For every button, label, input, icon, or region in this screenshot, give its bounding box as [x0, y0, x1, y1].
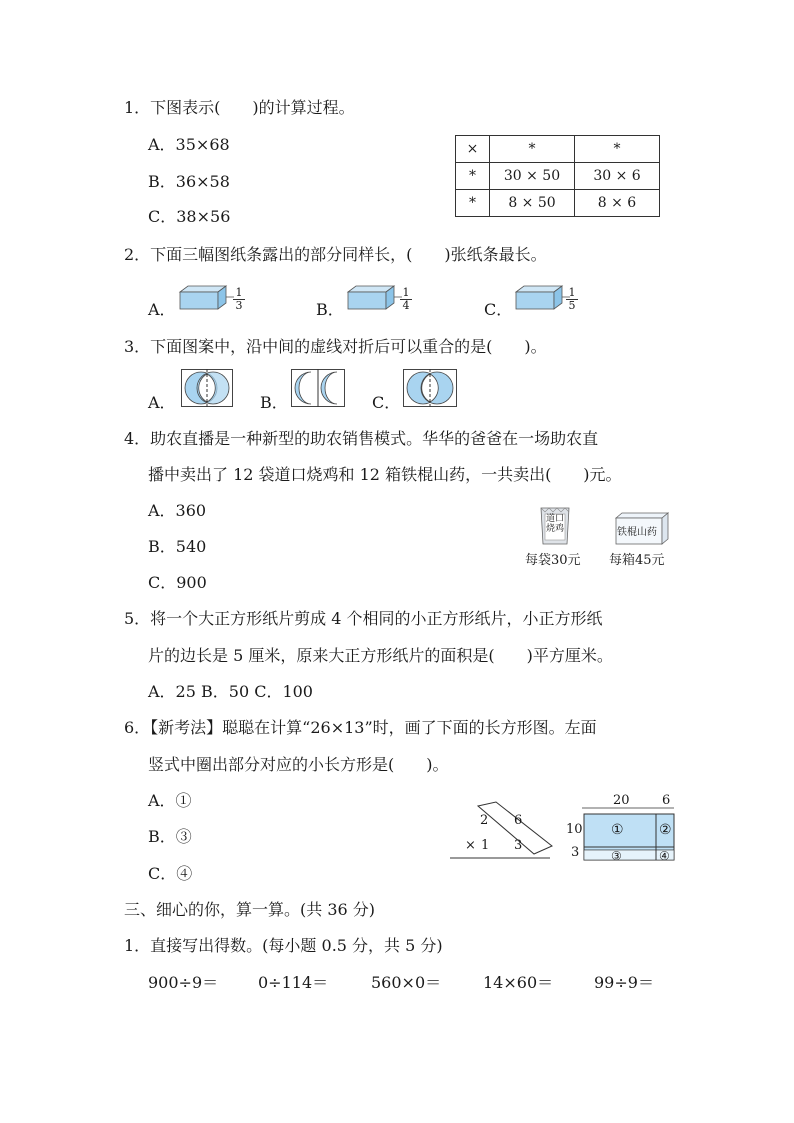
mirrored-circles-pattern-image — [403, 369, 457, 407]
area-left-label: 3 — [571, 845, 580, 860]
q1-option-a: A．35×68 — [148, 135, 230, 154]
q6-option-a: A．① — [148, 791, 192, 810]
fraction-numerator: 1 — [568, 286, 576, 299]
fraction-numerator: 1 — [235, 286, 243, 299]
q4-option-c: C．900 — [148, 573, 207, 592]
expression: 0÷114＝ — [258, 973, 329, 992]
paper-strip-box-a-image — [178, 284, 238, 314]
table-cell: * — [490, 136, 575, 163]
area-cell-label: ② — [659, 822, 672, 838]
q3-option-b: B． — [260, 393, 288, 412]
vertical-digit: 6 — [514, 813, 523, 828]
expression: 14×60＝ — [483, 973, 554, 992]
fraction-denominator: 4 — [400, 299, 412, 312]
section-3-title: 三、细心的你，算一算。(共 36 分) — [124, 900, 376, 919]
q4-stem-line1: 4．助农直播是一种新型的助农销售模式。华华的爸爸在一场助农直 — [124, 429, 599, 448]
fraction-denominator: 5 — [566, 299, 578, 312]
q3-stem: 3．下面图案中，沿中间的虚线对折后可以重合的是( )。 — [124, 337, 547, 356]
q2-fraction-b — [400, 287, 412, 312]
chicken-bag-label: 道口烧鸡 — [545, 514, 564, 534]
q2-fraction-c — [566, 287, 578, 312]
section-3-q1-stem: 1．直接写出得数。(每小题 0.5 分，共 5 分) — [124, 936, 443, 955]
paper-strip-box-b-image — [346, 284, 406, 314]
q1-multiplication-table — [455, 135, 660, 217]
q1-option-c: C．38×56 — [148, 207, 231, 226]
area-cell-label: ③ — [611, 849, 622, 863]
q4-option-a: A．360 — [148, 501, 207, 520]
q3-option-c: C． — [372, 393, 401, 412]
table-cell: 8 × 6 — [575, 190, 660, 217]
table-row — [456, 190, 660, 217]
q5-stem-line1: 5．将一个大正方形纸片剪成 4 个相同的小正方形纸片，小正方形纸 — [124, 609, 603, 628]
fraction-numerator: 1 — [402, 286, 410, 299]
table-cell: 30 × 50 — [490, 163, 575, 190]
q3-option-a: A． — [148, 393, 176, 412]
q2-option-c: C． — [484, 300, 513, 319]
crescent-moons-pattern-image — [291, 369, 345, 407]
area-cell-label: ① — [611, 822, 624, 838]
table-cell: 8 × 50 — [490, 190, 575, 217]
expression: 560×0＝ — [371, 973, 442, 992]
table-row — [456, 136, 660, 163]
table-cell: × — [456, 136, 490, 163]
q6-stem-line1: 6．【新考法】聪聪在计算“26×13”时，画了下面的长方形图。左面 — [124, 718, 597, 737]
area-cell-label: ④ — [659, 849, 670, 863]
q6-option-c: C．④ — [148, 864, 193, 883]
area-top-label: 6 — [662, 793, 671, 808]
paper-strip-box-c-image — [514, 284, 574, 314]
area-top-label: 20 — [613, 793, 630, 808]
vertical-digit: 2 — [480, 813, 489, 828]
table-cell: 30 × 6 — [575, 163, 660, 190]
vertical-digit: 3 — [514, 838, 523, 853]
yam-box-label: 铁棍山药 — [617, 527, 657, 538]
vertical-times: × — [465, 838, 476, 853]
q2-option-b: B． — [316, 300, 344, 319]
area-left-label: 10 — [566, 822, 583, 837]
q4-stem-line2: 播中卖出了 12 袋道口烧鸡和 12 箱铁棍山药，一共卖出( )元。 — [148, 465, 622, 484]
q5-stem-line2: 片的边长是 5 厘米，原来大正方形纸片的面积是( )平方厘米。 — [148, 646, 613, 665]
expression: 900÷9＝ — [148, 973, 219, 992]
expression: 99÷9＝ — [594, 973, 654, 992]
table-cell: * — [456, 163, 490, 190]
table-cell: * — [456, 190, 490, 217]
q1-option-b: B．36×58 — [148, 172, 230, 191]
q2-option-a: A． — [148, 300, 176, 319]
q6-stem-line2: 竖式中圈出部分对应的小长方形是( )。 — [148, 755, 449, 774]
q2-fraction-a — [233, 287, 245, 312]
chicken-bag-price: 每袋30元 — [525, 553, 581, 568]
q4-option-b: B．540 — [148, 537, 207, 556]
table-row — [456, 163, 660, 190]
yam-box-price: 每箱45元 — [609, 553, 665, 568]
table-cell: * — [575, 136, 660, 163]
vertical-digit: 1 — [481, 838, 490, 853]
overlapping-circles-pattern-image — [181, 369, 233, 407]
q6-option-b: B．③ — [148, 827, 192, 846]
fraction-denominator: 3 — [233, 299, 245, 312]
q1-stem: 1．下图表示( )的计算过程。 — [124, 98, 355, 117]
q5-options: A．25 B．50 C．100 — [148, 682, 313, 701]
q2-stem: 2．下面三幅图纸条露出的部分同样长，( )张纸条最长。 — [124, 245, 547, 264]
